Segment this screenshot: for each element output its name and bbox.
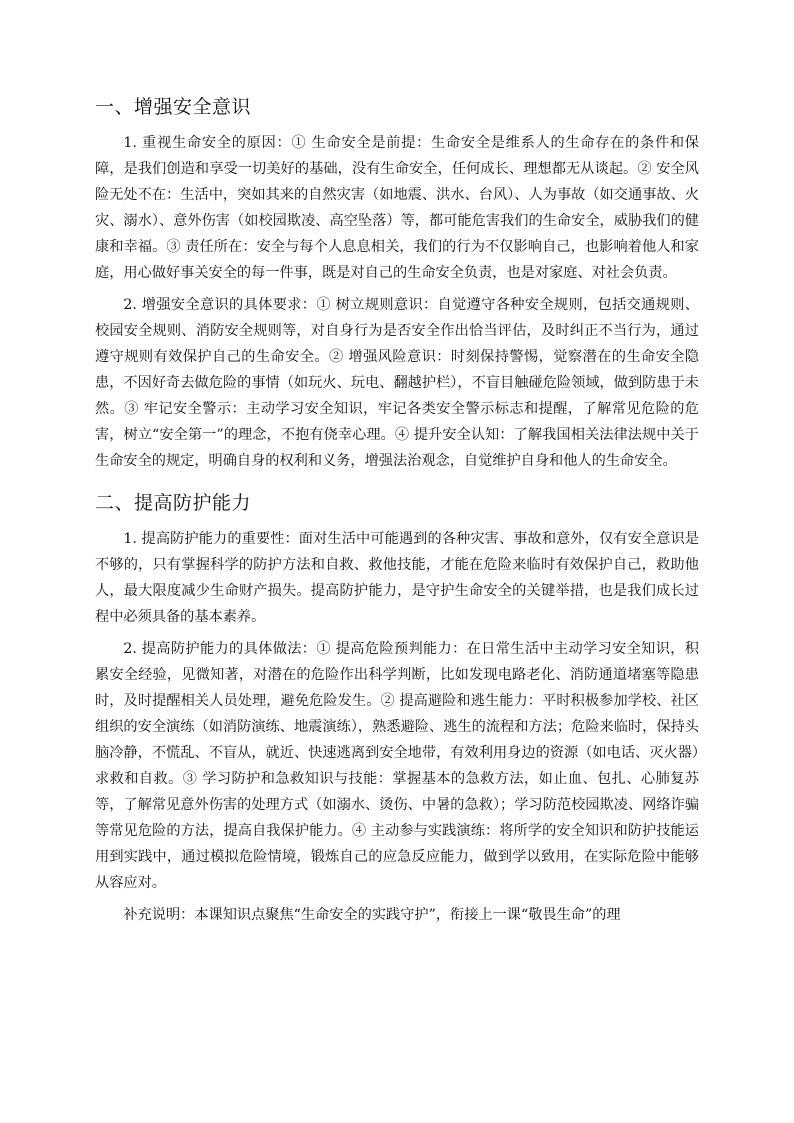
section-heading-protection-ability: 二、提高防护能力 <box>95 492 252 514</box>
section-heading-safety-awareness: 一、增强安全意识 <box>95 96 252 118</box>
document-page <box>95 92 699 934</box>
paragraph-importance-of-life-safety: 1. 重视生命安全的原因：① 生命安全是前提：生命安全是维系人的生命存在的条件和保障，是我们创造和享受一切美好的基础，没有生命安全，任何成长、理想都无从谈起。② 安全风险无处不在：生活中，突如其来的自然灾害（如地震、洪水、台风）、人为事故（如交通事故、火灾、溺水）、意外伤害（如校园欺凌、高空坠落）等，都可能危害我们的生命安全，威胁我们的健康和幸福。③ 责任所在：安全与每个人息息相关，我们的行为不仅影响自己，也影响着他人和家庭，用心做好事关安全的每一件事，既是对自己的生命安全负责，也是对家庭、对社会负责。 <box>95 135 699 281</box>
paragraph-supplement-note: 补充说明：本课知识点聚焦“生命安全的实践守护”，衔接上一课“敬畏生命”的理 <box>123 907 621 923</box>
paragraph-safety-awareness-requirements: 2. 增强安全意识的具体要求：① 树立规则意识：自觉遵守各种安全规则，包括交通规则、校园安全规则、消防安全规则等，对自身行为是否安全作出恰当评估，及时纠正不当行为，通过遵守规则有效保护自己的生命安全。② 增强风险意识：时刻保持警惕，觉察潜在的生命安全隐患，不因好奇去做危险的事情（如玩火、玩电、翻越护栏），不盲目触碰危险领域，做到防患于未然。③ 牢记安全警示：主动学习安全知识，牢记各类安全警示标志和提醒，了解常见危险的危害，树立“安全第一”的理念，不抱有侥幸心理。④ 提升安全认知：了解我国相关法律法规中关于生命安全的规定，明确自身的权利和义务，增强法治观念，自觉维护自身和他人的生命安全。 <box>95 297 699 469</box>
paragraph-protection-methods: 2. 提高防护能力的具体做法：① 提高危险预判能力：在日常生活中主动学习安全知识，积累安全经验，见微知著，对潜在的危险作出科学判断，比如发现电路老化、消防通道堵塞等隐患时，及时提醒相关人员处理，避免危险发生。② 提高避险和逃生能力：平时积极参加学校、社区组织的安全演练（如消防演练、地震演练），熟悉避险、逃生的流程和方法；危险来临时，保持头脑冷静，不慌乱、不盲从，就近、快速逃离到安全地带，有效利用身边的资源（如电话、灭火器）求救和自救。③ 学习防护和急救知识与技能：掌握基本的急救方法，如止血、包扎、心肺复苏等，了解常见意外伤害的处理方式（如溺水、烫伤、中暑的急救）；学习防范校园欺凌、网络诈骗等常见危险的方法，提高自我保护能力。④ 主动参与实践演练：将所学的安全知识和防护技能运用到实践中，通过模拟危险情境，锻炼自己的应急反应能力，做到学以致用，在实际危险中能够从容应对。 <box>95 641 699 891</box>
paragraph-importance-of-protection: 1. 提高防护能力的重要性：面对生活中可能遇到的各种灾害、事故和意外，仅有安全意识是不够的，只有掌握科学的防护方法和自救、救他技能，才能在危险来临时有效保护自己，救助他人，最大限度减少生命财产损失。提高防护能力，是守护生命安全的关键举措，也是我们成长过程中必须具备的基本素养。 <box>95 531 699 625</box>
